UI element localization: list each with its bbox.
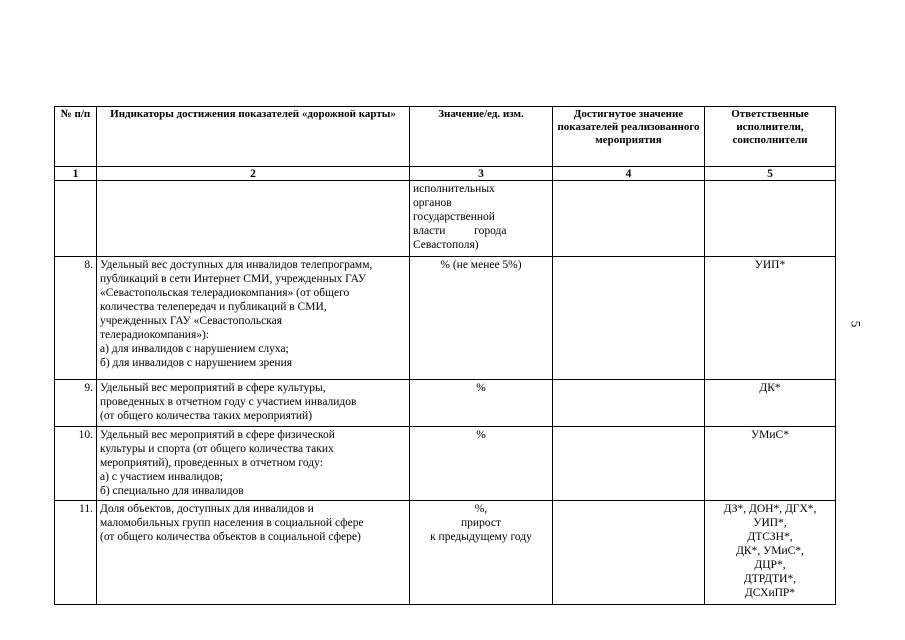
value-line: Севастополя) [413,239,479,251]
indicator-line: количества телепередач и публикаций в СМИ, [100,301,327,313]
column-number: 4 [553,167,705,181]
indicator-line: учрежденных ГАУ «Севастопольская [100,315,283,327]
indicator-line: б) специально для инвалидов [100,485,244,497]
achieved-cell [553,380,705,427]
responsible-line: ДТСЗН*, [747,531,793,543]
responsible-line: ДСХиПР* [744,587,796,599]
indicator-line: (от общего количества таких мероприятий) [100,410,313,422]
value-line: государственной [413,211,495,223]
column-number-row [55,167,836,181]
indicator-cell [97,181,410,257]
value-line: прирост [461,517,501,529]
indicator-line: Удельный вес мероприятий в сфере культуры, [100,382,326,394]
indicator-line: публикаций в сети Интернет СМИ, учрежденных ГАУ [100,273,367,285]
row-number: 8. [55,257,97,380]
header-number: № п/п [55,107,97,167]
row-number: 9. [55,380,97,427]
responsible-line: ДТРДТИ*, [743,573,797,585]
responsible-line: УИП*, [753,517,787,529]
column-number: 2 [97,167,410,181]
indicator-cell [97,501,410,605]
value-line: % [476,429,486,441]
value-cell [410,257,553,380]
row-number [55,181,97,257]
page-number: 5 [848,320,864,328]
table-row [55,427,836,501]
indicator-line: а) с участием инвалидов; [100,471,223,483]
indicator-line: а) для инвалидов с нарушением слуха; [100,343,289,355]
responsible-line: ДЗ*, ДОН*, ДГХ*, [723,503,817,515]
indicator-cell [97,380,410,427]
indicator-line: Доля объектов, доступных для инвалидов и [100,503,314,515]
table-row [55,501,836,605]
responsible-cell [705,380,836,427]
responsible-line: ДЦР*, [754,559,786,571]
responsible-line: ДК*, УМиС*, [736,545,804,557]
row-number: 11. [55,501,97,605]
value-cell [410,181,553,257]
indicator-line: культуры и спорта (от общего количества таких [100,443,334,455]
roadmap-indicators-table [54,106,836,605]
indicator-line: Удельный вес доступных для инвалидов телепрограмм, [100,259,373,271]
responsible-line: УИП* [754,259,786,271]
value-line: % [476,382,486,394]
table-row [55,257,836,380]
value-cell [410,380,553,427]
achieved-cell [553,181,705,257]
header-value: Значение/ед. изм. [410,107,553,167]
achieved-cell [553,427,705,501]
value-line: власти города [413,225,507,237]
column-number: 3 [410,167,553,181]
indicator-line: «Севастопольская телерадиокомпания» (от общего [100,287,350,299]
indicator-cell [97,427,410,501]
header-achieved: Достигнутое значение показателей реализованного мероприятия [553,107,705,167]
column-number: 5 [705,167,836,181]
achieved-cell [553,257,705,380]
responsible-line: ДК* [759,382,781,394]
value-line: исполнительных [413,183,495,195]
row-number: 10. [55,427,97,501]
column-number: 1 [55,167,97,181]
value-line: органов [413,197,452,209]
header-responsible: Ответственные исполнители, соисполнители [705,107,836,167]
value-line: %, [474,503,488,515]
indicator-cell [97,257,410,380]
table-header-row [55,107,836,167]
table-row [55,181,836,257]
indicator-line: маломобильных групп населения в социальной сфере [100,517,364,529]
responsible-cell [705,427,836,501]
indicator-line: (от общего количества объектов в социальной сфере) [100,531,361,543]
indicator-line: мероприятий), проведенных в отчетном году: [100,457,323,469]
responsible-cell [705,501,836,605]
indicator-line: телерадиокомпания»): [100,329,210,341]
responsible-cell [705,257,836,380]
header-indicators: Индикаторы достижения показателей «дорожной карты» [97,107,410,167]
table-row [55,380,836,427]
indicator-line: б) для инвалидов с нарушением зрения [100,357,293,369]
indicator-line: Удельный вес мероприятий в сфере физической [100,429,335,441]
value-line: % (не менее 5%) [440,259,522,271]
value-cell [410,501,553,605]
indicator-line: проведенных в отчетном году с участием инвалидов [100,396,357,408]
responsible-line: УМиС* [751,429,789,441]
value-cell [410,427,553,501]
achieved-cell [553,501,705,605]
value-line: к предыдущему году [430,531,532,543]
responsible-cell [705,181,836,257]
